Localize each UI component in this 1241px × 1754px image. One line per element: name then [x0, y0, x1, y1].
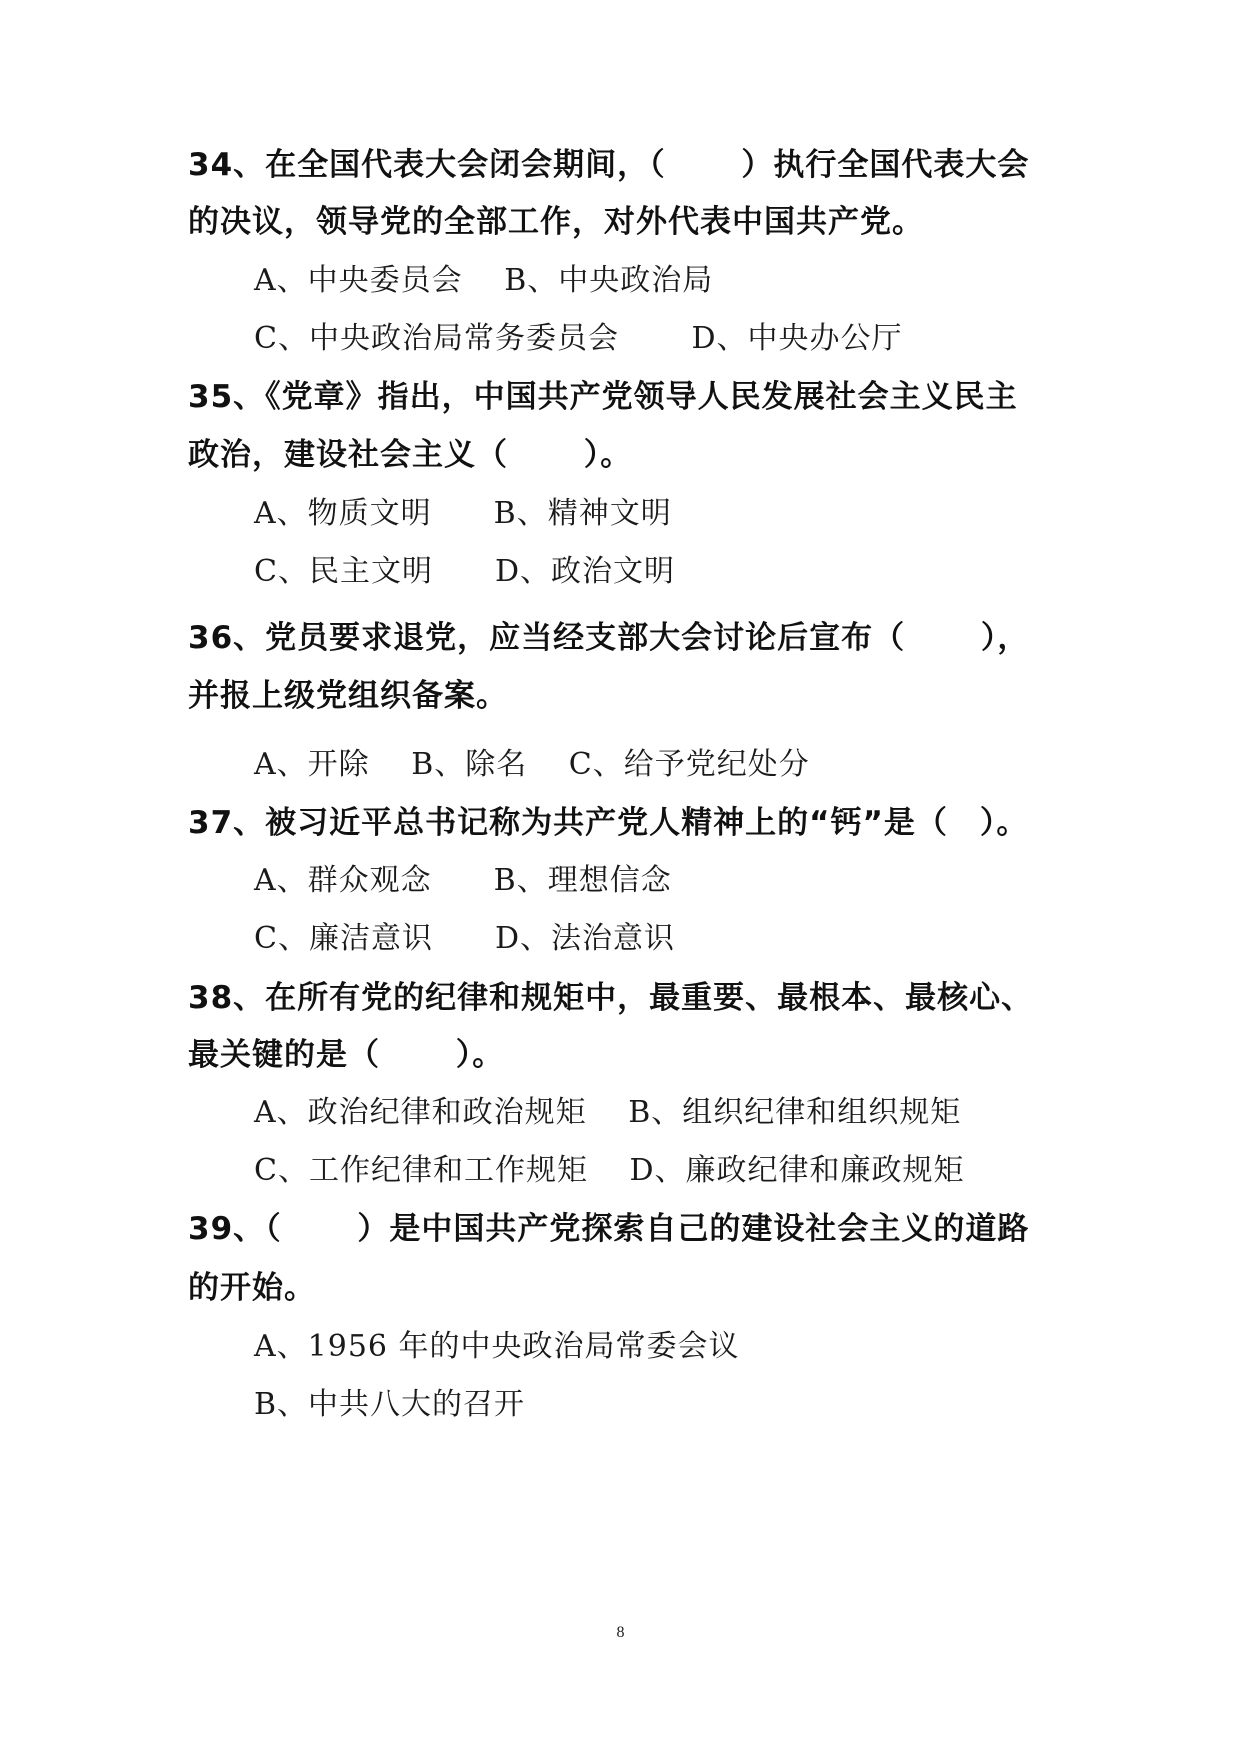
question-36-options: A、开除 B、除名 C、给予党纪处分: [254, 747, 810, 782]
question-35-options-cd: C、民主文明 D、政治文明: [254, 554, 676, 589]
question-34-options-ab: A、中央委员会 B、中央政治局: [254, 263, 714, 298]
question-39-line-2: 的开始。: [188, 1270, 316, 1306]
question-39-option-a: A、1956 年的中央政治局常委会议: [254, 1329, 740, 1364]
question-38-options-ab: A、政治纪律和政治规矩 B、组织纪律和组织规矩: [254, 1095, 962, 1130]
question-35-line-2: 政治，建设社会主义（ ）。: [188, 437, 633, 473]
question-34-line-1: 34、在全国代表大会闭会期间，（ ）执行全国代表大会: [188, 147, 1030, 183]
question-38-options-cd: C、工作纪律和工作规矩 D、廉政纪律和廉政规矩: [254, 1153, 965, 1188]
question-35-options-ab: A、物质文明 B、精神文明: [254, 496, 672, 531]
question-37-line-1: 37、被习近平总书记称为共产党人精神上的“钙”是（ ）。: [188, 805, 1029, 841]
question-39-option-b: B、中共八大的召开: [254, 1387, 526, 1422]
question-37-options-ab: A、群众观念 B、理想信念: [254, 863, 672, 898]
question-39-line-1: 39、（ ）是中国共产党探索自己的建设社会主义的道路: [188, 1211, 1030, 1247]
question-37-options-cd: C、廉洁意识 D、法治意识: [254, 921, 676, 956]
question-34-options-cd: C、中央政治局常务委员会 D、中央办公厅: [254, 321, 903, 356]
page-number: 8: [616, 1624, 625, 1641]
question-38-line-1: 38、在所有党的纪律和规矩中，最重要、最根本、最核心、: [188, 980, 1034, 1016]
question-36-line-1: 36、党员要求退党，应当经支部大会讨论后宣布（ ），: [188, 620, 1030, 656]
question-36-line-2: 并报上级党组织备案。: [188, 678, 508, 714]
question-38-line-2: 最关键的是（ ）。: [188, 1037, 505, 1073]
question-34-line-2: 的决议，领导党的全部工作，对外代表中国共产党。: [188, 204, 924, 240]
question-35-line-1: 35、《党章》指出，中国共产党领导人民发展社会主义民主: [188, 379, 1018, 415]
